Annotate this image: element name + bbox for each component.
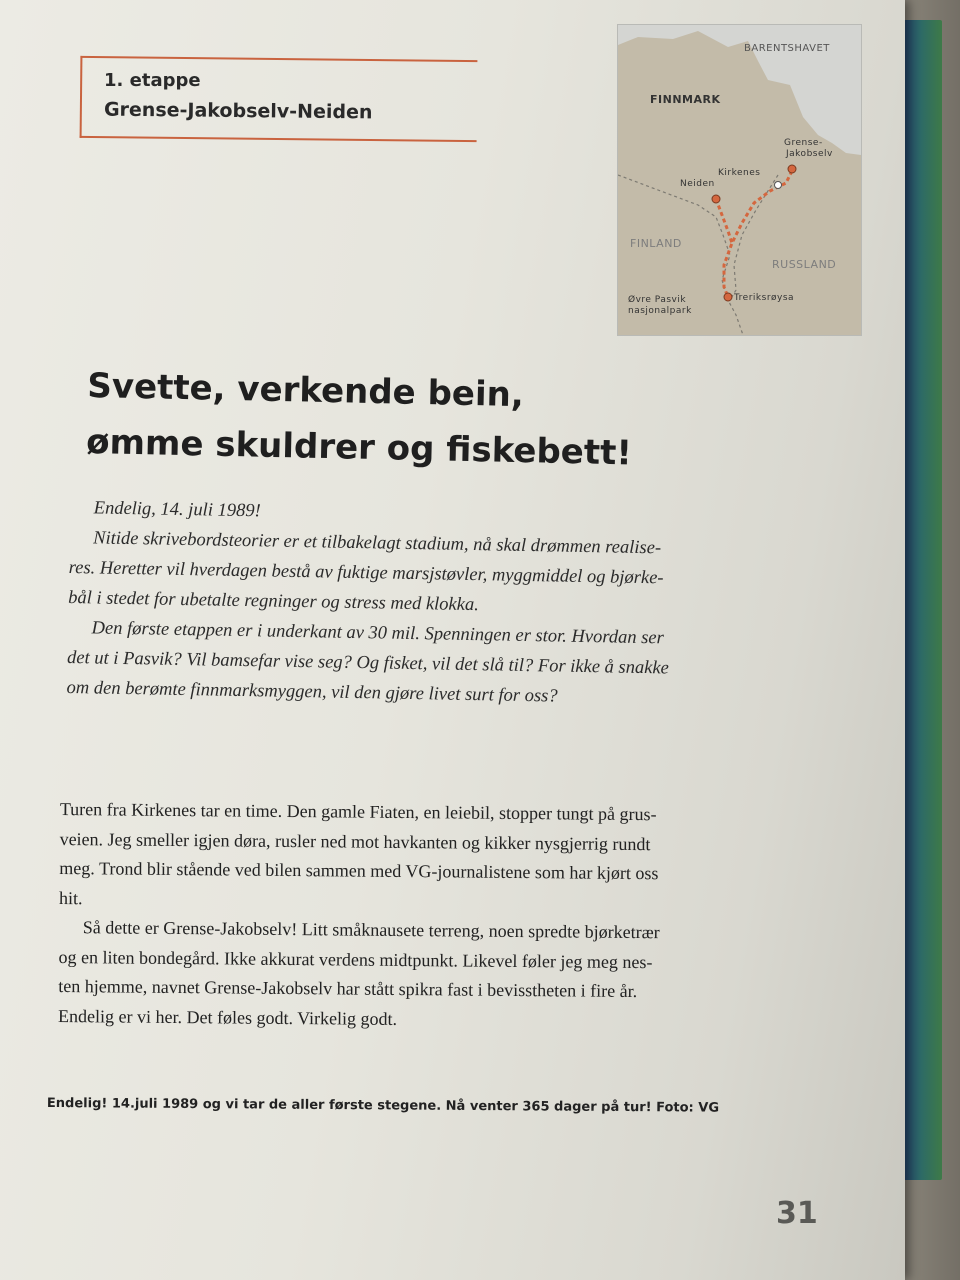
map-graphic (618, 25, 861, 335)
map-label-grense: Grense- (784, 138, 823, 148)
intro-date: Endelig, 14. juli 1989! (93, 498, 261, 522)
body-line: Turen fra Kirkenes tar en time. Den gamle Fiaten, en leiebil, stopper tungt på grus- (59, 798, 657, 825)
map-label-neiden: Neiden (680, 179, 715, 189)
body-line: ten hjemme, navnet Grense-Jakobselv har stått spikra fast i bevisstheten i fire år. (58, 975, 638, 1002)
intro-paragraphs (66, 493, 770, 715)
intro-line: res. Heretter vil hverdagen bestå av fuktige marsjstøvler, myggmiddel og bjørke- (68, 557, 664, 589)
map-label-sea: BARENTSHAVET (744, 43, 830, 54)
intro-line: Nitide skrivebordsteorier er et tilbakelagt stadium, nå skal drømmen realise- (93, 528, 662, 559)
intro-line: Den første etappen er i underkant av 30 mil. Spenningen er stor. Hvordan ser (91, 618, 664, 649)
photo-caption: Endelig! 14.juli 1989 og vi tar de aller første stegene. Nå venter 365 dager på tur! Foto: VG (46, 1096, 720, 1116)
map-label-pasvik: Øvre Pasvik (628, 295, 687, 305)
grense-jakobselv-marker (788, 165, 796, 173)
neiden-marker (712, 195, 720, 203)
headline-line-2: ømme skuldrer og fiskebett! (85, 421, 633, 474)
map-label-treriksroysa: Treriksrøysa (734, 293, 795, 303)
body-text (58, 795, 778, 1037)
map-label-jakobselv: Jakobselv (786, 149, 833, 159)
map-label-kirkenes: Kirkenes (718, 168, 761, 178)
page-number: 31 (776, 1196, 818, 1231)
chapter-headline (86, 358, 708, 483)
body-line: hit. (59, 887, 83, 908)
route-map (617, 24, 862, 336)
map-label-county: FINNMARK (650, 93, 721, 106)
stage-route: Grense-Jakobselv-Neiden (103, 98, 373, 124)
body-line: og en liten bondegård. Ikke akkurat verdens midtpunkt. Likevel føler jeg meg nes- (58, 946, 653, 972)
intro-line: om den berømte finnmarksmyggen, vil den gjøre livet surt for oss? (66, 677, 558, 707)
map-label-nasjonalpark: nasjonalpark (628, 306, 692, 316)
intro-line: det ut i Pasvik? Vil bamsefar vise seg? Og fisket, vil det slå til? For ikke å snakke (66, 647, 670, 679)
body-line: meg. Trond blir stående ved bilen sammen med VG-journalistene som har kjørt oss (59, 857, 659, 884)
intro-line: bål i stedet for ubetalte regninger og stress med klokka. (67, 587, 479, 616)
treriksroysa-marker (724, 293, 732, 301)
body-line: Endelig er vi her. Det føles godt. Virkelig godt. (57, 1005, 398, 1029)
kirkenes-marker (775, 182, 782, 189)
body-line: Så dette er Grense-Jakobselv! Litt småknausete terreng, noen spredte bjørketrær (82, 917, 660, 943)
stage-number: 1. etappe (104, 70, 201, 91)
land-mass (618, 31, 861, 335)
map-label-finland: FINLAND (630, 237, 682, 250)
body-line: veien. Jeg smeller igjen døra, rusler ned mot havkanten og kikker nysgjerrig rundt (59, 828, 651, 854)
headline-line-1: Svette, verkende bein, (86, 365, 525, 416)
map-label-russland: RUSSLAND (772, 258, 837, 271)
